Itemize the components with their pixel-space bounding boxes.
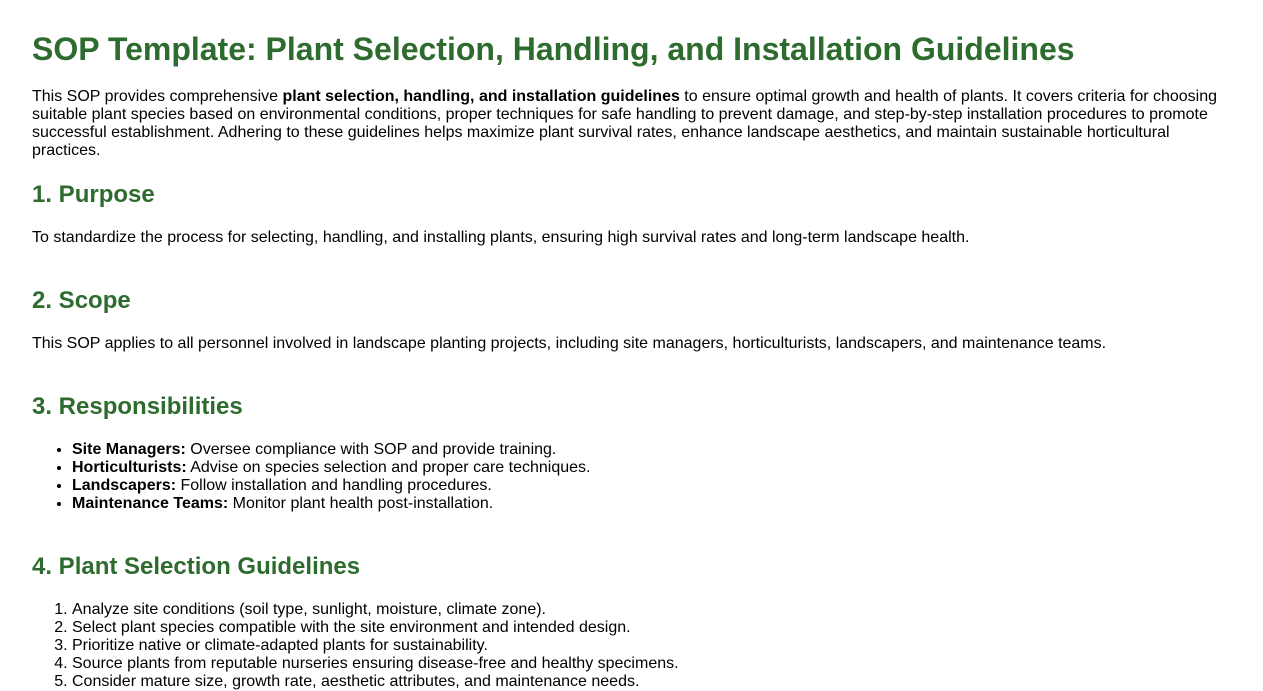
selection-steps-list <box>32 601 1231 691</box>
role-label: Site Managers: <box>72 441 186 458</box>
list-item <box>72 441 1231 459</box>
selection-heading: 4. Plant Selection Guidelines <box>32 553 361 580</box>
role-label: Landscapers: <box>72 477 177 494</box>
scope-heading: 2. Scope <box>32 287 131 314</box>
list-item: 3. Prioritize native or climate-adapted plants for sustainability. <box>72 637 1231 655</box>
purpose-text: To standardize the process for selecting, handling, and installing plants, ensuring high survival rates and long-term landscape health. <box>32 229 970 246</box>
scope-text: This SOP applies to all personnel involved in landscape planting projects, including site managers, horticulturists, landscapers, and maintenance teams. <box>32 335 1107 352</box>
list-item <box>72 459 1231 477</box>
role-description: Monitor plant health post-installation. <box>228 495 494 512</box>
purpose-heading: 1. Purpose <box>32 181 155 208</box>
page-title: SOP Template: Plant Selection, Handling, and Installation Guidelines <box>32 31 1075 67</box>
list-item: 5. Consider mature size, growth rate, aesthetic attributes, and maintenance needs. <box>72 673 1231 691</box>
responsibilities-list <box>32 441 1231 513</box>
intro-paragraph <box>32 88 1231 160</box>
list-item <box>72 477 1231 495</box>
role-description: Follow installation and handling procedures. <box>176 477 492 494</box>
role-description: Advise on species selection and proper care techniques. <box>186 459 591 476</box>
intro-text-end: to ensure optimal growth and health of plants. It covers criteria for choosing suitable plant species based on environmental conditions, proper techniques for safe handling to prevent damage, and step-by-step installation procedures to promote successful establishment. Adhering to these guidelines helps maximize plant survival rates, enhance landscape aesthetics, and maintain sustainable horticultural practices. <box>32 88 1218 159</box>
role-description: Oversee compliance with SOP and provide training. <box>185 441 557 458</box>
responsibilities-heading: 3. Responsibilities <box>32 393 243 420</box>
list-item: 1. Analyze site conditions (soil type, sunlight, moisture, climate zone). <box>72 601 1231 619</box>
list-item <box>72 495 1231 513</box>
role-label: Maintenance Teams: <box>72 495 229 512</box>
intro-bold-text: plant selection, handling, and installation guidelines <box>282 88 680 105</box>
intro-text-start: This SOP provides comprehensive <box>32 88 283 105</box>
role-label: Horticulturists: <box>72 459 187 476</box>
list-item: 2. Select plant species compatible with the site environment and intended design. <box>72 619 1231 637</box>
list-item: 4. Source plants from reputable nurseries ensuring disease-free and healthy specimens. <box>72 655 1231 673</box>
